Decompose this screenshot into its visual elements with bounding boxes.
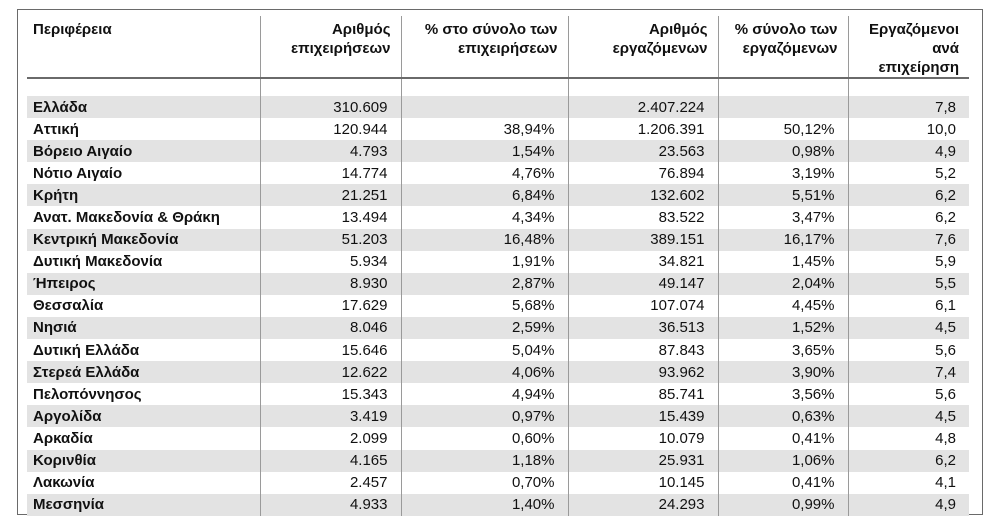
header-region: Περιφέρεια [27, 16, 260, 78]
table-row [27, 339, 969, 361]
cell-business-count: 5.934 [260, 251, 401, 273]
table-row [27, 162, 969, 184]
cell-business-count: 8.046 [260, 317, 401, 339]
table-row [27, 140, 969, 162]
cell-employee-share: 3,90% [718, 361, 848, 383]
cell-employee-share: 0,41% [718, 427, 848, 449]
cell-business-share: 16,48% [401, 229, 568, 251]
cell-employee-count: 389.151 [568, 229, 718, 251]
table-row [27, 96, 969, 118]
table-row [27, 361, 969, 383]
cell-business-count: 15.646 [260, 339, 401, 361]
table-row [27, 494, 969, 516]
cell-employees-per-business: 4,5 [848, 317, 969, 339]
header-employee-count: Αριθμός εργαζόμενων [568, 16, 718, 78]
cell-region: Βόρειο Αιγαίο [27, 140, 260, 162]
cell-business-share: 5,68% [401, 295, 568, 317]
cell-region: Λακωνία [27, 472, 260, 494]
cell-employees-per-business: 5,2 [848, 162, 969, 184]
cell-employee-share: 1,06% [718, 450, 848, 472]
table-row [27, 427, 969, 449]
cell-business-count: 2.099 [260, 427, 401, 449]
cell-region: Ήπειρος [27, 273, 260, 295]
cell-business-share: 1,18% [401, 450, 568, 472]
table-row [27, 184, 969, 206]
cell-employees-per-business: 10,0 [848, 118, 969, 140]
cell-business-share: 1,54% [401, 140, 568, 162]
cell-employee-share: 0,63% [718, 405, 848, 427]
cell-region: Νησιά [27, 317, 260, 339]
table-row [27, 450, 969, 472]
cell-employee-count: 24.293 [568, 494, 718, 516]
cell-employees-per-business: 6,2 [848, 450, 969, 472]
cell-employee-share: 3,47% [718, 206, 848, 228]
cell-employee-count: 10.145 [568, 472, 718, 494]
cell-employee-share [718, 96, 848, 118]
cell-employee-count: 93.962 [568, 361, 718, 383]
cell-employee-share: 50,12% [718, 118, 848, 140]
cell-region: Στερεά Ελλάδα [27, 361, 260, 383]
cell-employee-count: 15.439 [568, 405, 718, 427]
cell-business-count: 8.930 [260, 273, 401, 295]
cell-employee-count: 25.931 [568, 450, 718, 472]
cell-business-count: 51.203 [260, 229, 401, 251]
cell-business-share: 1,40% [401, 494, 568, 516]
cell-region: Κρήτη [27, 184, 260, 206]
cell-employees-per-business: 5,9 [848, 251, 969, 273]
cell-employees-per-business: 6,2 [848, 184, 969, 206]
cell-business-share: 0,70% [401, 472, 568, 494]
header-business-share: % στο σύνολο των επιχειρήσεων [401, 16, 568, 78]
table-row [27, 251, 969, 273]
cell-business-share [401, 96, 568, 118]
table-row [27, 206, 969, 228]
cell-business-count: 21.251 [260, 184, 401, 206]
cell-employee-count: 1.206.391 [568, 118, 718, 140]
cell-business-count: 310.609 [260, 96, 401, 118]
cell-employees-per-business: 5,5 [848, 273, 969, 295]
cell-employee-share: 5,51% [718, 184, 848, 206]
cell-business-count: 120.944 [260, 118, 401, 140]
cell-business-share: 4,76% [401, 162, 568, 184]
table-row [27, 118, 969, 140]
cell-employee-count: 83.522 [568, 206, 718, 228]
cell-employees-per-business: 6,1 [848, 295, 969, 317]
table-row [27, 317, 969, 339]
cell-region: Αττική [27, 118, 260, 140]
cell-region: Αρκαδία [27, 427, 260, 449]
cell-business-count: 4.165 [260, 450, 401, 472]
cell-business-count: 3.419 [260, 405, 401, 427]
cell-region: Ελλάδα [27, 96, 260, 118]
cell-employee-count: 23.563 [568, 140, 718, 162]
cell-employee-share: 1,52% [718, 317, 848, 339]
cell-region: Ανατ. Μακεδονία & Θράκη [27, 206, 260, 228]
cell-employees-per-business: 4,9 [848, 494, 969, 516]
cell-business-share: 4,94% [401, 383, 568, 405]
cell-region: Πελοπόννησος [27, 383, 260, 405]
cell-employee-count: 34.821 [568, 251, 718, 273]
cell-business-share: 5,04% [401, 339, 568, 361]
table-row [27, 472, 969, 494]
header-employees-per-business: Εργαζόμενοι ανά επιχείρηση [848, 16, 969, 78]
cell-business-count: 17.629 [260, 295, 401, 317]
header-business-count: Αριθμός επιχειρήσεων [260, 16, 401, 78]
cell-employees-per-business: 5,6 [848, 383, 969, 405]
cell-employee-share: 1,45% [718, 251, 848, 273]
cell-employee-share: 16,17% [718, 229, 848, 251]
header-row [27, 16, 969, 78]
cell-business-count: 12.622 [260, 361, 401, 383]
cell-employees-per-business: 6,2 [848, 206, 969, 228]
cell-employees-per-business: 7,8 [848, 96, 969, 118]
cell-business-share: 2,87% [401, 273, 568, 295]
cell-business-count: 13.494 [260, 206, 401, 228]
cell-business-count: 4.793 [260, 140, 401, 162]
cell-business-count: 4.933 [260, 494, 401, 516]
cell-region: Κεντρική Μακεδονία [27, 229, 260, 251]
cell-business-share: 2,59% [401, 317, 568, 339]
cell-employee-share: 4,45% [718, 295, 848, 317]
cell-region: Θεσσαλία [27, 295, 260, 317]
cell-region: Μεσσηνία [27, 494, 260, 516]
header-employee-share: % σύνολο των εργαζόμενων [718, 16, 848, 78]
cell-employees-per-business: 4,8 [848, 427, 969, 449]
cell-business-share: 4,34% [401, 206, 568, 228]
cell-region: Δυτική Ελλάδα [27, 339, 260, 361]
table-row [27, 295, 969, 317]
cell-region: Αργολίδα [27, 405, 260, 427]
cell-region: Κορινθία [27, 450, 260, 472]
cell-region: Νότιο Αιγαίο [27, 162, 260, 184]
cell-employee-count: 10.079 [568, 427, 718, 449]
table-body [27, 78, 969, 516]
cell-business-share: 0,97% [401, 405, 568, 427]
cell-employee-count: 132.602 [568, 184, 718, 206]
cell-employee-count: 36.513 [568, 317, 718, 339]
cell-business-share: 0,60% [401, 427, 568, 449]
cell-employee-share: 2,04% [718, 273, 848, 295]
table-row [27, 229, 969, 251]
table-row [27, 383, 969, 405]
cell-employees-per-business: 7,6 [848, 229, 969, 251]
cell-business-share: 6,84% [401, 184, 568, 206]
cell-region: Δυτική Μακεδονία [27, 251, 260, 273]
table-row [27, 405, 969, 427]
cell-employee-count: 87.843 [568, 339, 718, 361]
cell-employee-share: 0,98% [718, 140, 848, 162]
cell-business-count: 2.457 [260, 472, 401, 494]
cell-employee-count: 49.147 [568, 273, 718, 295]
cell-business-count: 15.343 [260, 383, 401, 405]
cell-business-count: 14.774 [260, 162, 401, 184]
cell-employee-count: 107.074 [568, 295, 718, 317]
spacer-row [27, 78, 969, 96]
cell-employee-share: 3,65% [718, 339, 848, 361]
cell-employees-per-business: 4,5 [848, 405, 969, 427]
regional-business-table [27, 16, 969, 516]
cell-business-share: 1,91% [401, 251, 568, 273]
cell-employees-per-business: 7,4 [848, 361, 969, 383]
table-row [27, 273, 969, 295]
cell-employees-per-business: 4,1 [848, 472, 969, 494]
cell-employee-share: 3,56% [718, 383, 848, 405]
cell-employee-count: 85.741 [568, 383, 718, 405]
cell-employee-share: 0,41% [718, 472, 848, 494]
cell-business-share: 38,94% [401, 118, 568, 140]
cell-business-share: 4,06% [401, 361, 568, 383]
cell-employee-count: 2.407.224 [568, 96, 718, 118]
cell-employee-count: 76.894 [568, 162, 718, 184]
cell-employees-per-business: 5,6 [848, 339, 969, 361]
cell-employees-per-business: 4,9 [848, 140, 969, 162]
cell-employee-share: 3,19% [718, 162, 848, 184]
cell-employee-share: 0,99% [718, 494, 848, 516]
